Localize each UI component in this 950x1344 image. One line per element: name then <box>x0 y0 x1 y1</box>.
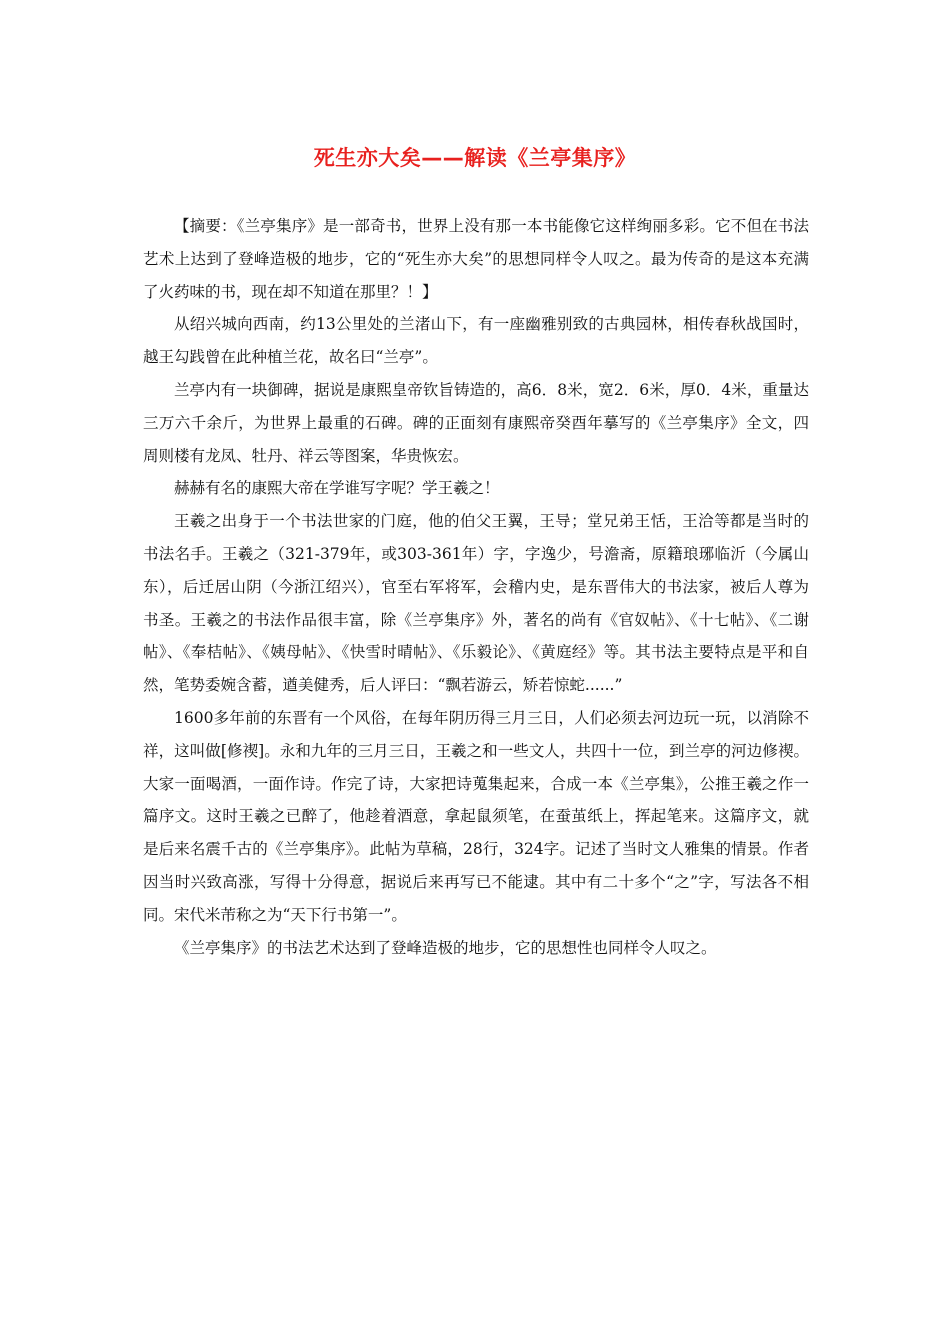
body-paragraph: 《兰亭集序》的书法艺术达到了登峰造极的地步，它的思想性也同样令人叹之。 <box>174 938 717 957</box>
body-paragraph: 1600多年前的东晋有一个风俗，在每年阴历得三月三日，人们必须去河边玩一玩，以消除不祥，这叫做[修禊]。永和九年的三月三日，王羲之和一些文人，共四十一位，到兰亭的河边修禊。大家一面喝酒，一面作诗。作完了诗，大家把诗蒐集起来，合成一本《兰亭集》，公推王羲之作一篇序文。这时王羲之已醉了，他趁着酒意，拿起鼠须笔，在蚕茧纸上，挥起笔来。这篇序文，就是后来名震千古的《兰亭集序》。此帖为草稿，28行，324字。记述了当时文人雅集的情景。作者因当时兴致高涨，写得十分得意，据说后来再写已不能逮。其中有二十多个“之”字，写法各不相同。宋代米芾称之为“天下行书第一”。 <box>143 708 809 924</box>
document-body <box>143 210 809 964</box>
body-paragraph: 从绍兴城向西南，约13公里处的兰渚山下，有一座幽雅别致的古典园林，相传春秋战国时，越王勾践曾在此种植兰花，故名曰“兰亭”。 <box>143 315 809 367</box>
abstract-paragraph: 【摘要：《兰亭集序》是一部奇书，世界上没有那一本书能像它这样绚丽多彩。它不但在书法艺术上达到了登峰造极的地步，它的“死生亦大矣”的思想同样令人叹之。最为传奇的是这本充满了火药味的书，现在却不知道在那里？！】 <box>143 217 809 301</box>
body-paragraph: 兰亭内有一块御碑，据说是康熙皇帝钦旨铸造的，高6．8米，宽2．6米，厚0．4米，重量达三万六千余斤，为世界上最重的石碑。碑的正面刻有康熙帝癸酉年摹写的《兰亭集序》全文，四周则楼有龙凤、牡丹、祥云等图案，华贵恢宏。 <box>143 380 809 465</box>
body-paragraph: 王羲之出身于一个书法世家的门庭，他的伯父王翼，王导；堂兄弟王恬，王洽等都是当时的书法名手。王羲之（321-379年，或303-361年）字，字逸少，号澹斋，原籍琅琊临沂（今属山东），后迁居山阴（今浙江绍兴），官至右军将军，会稽内史，是东晋伟大的书法家，被后人尊为书圣。王羲之的书法作品很丰富，除《兰亭集序》外，著名的尚有《官奴帖》、《十七帖》、《二谢帖》、《奉桔帖》、《姨母帖》、《快雪时晴帖》、《乐毅论》、《黄庭经》等。其书法主要特点是平和自然，笔势委婉含蓄，遒美健秀，后人评曰：“飘若游云，矫若惊蛇......” <box>143 512 809 695</box>
body-paragraph: 赫赫有名的康熙大帝在学谁写字呢？学王羲之！ <box>174 479 500 498</box>
document-title: 死生亦大矣——解读《兰亭集序》 <box>313 146 637 170</box>
